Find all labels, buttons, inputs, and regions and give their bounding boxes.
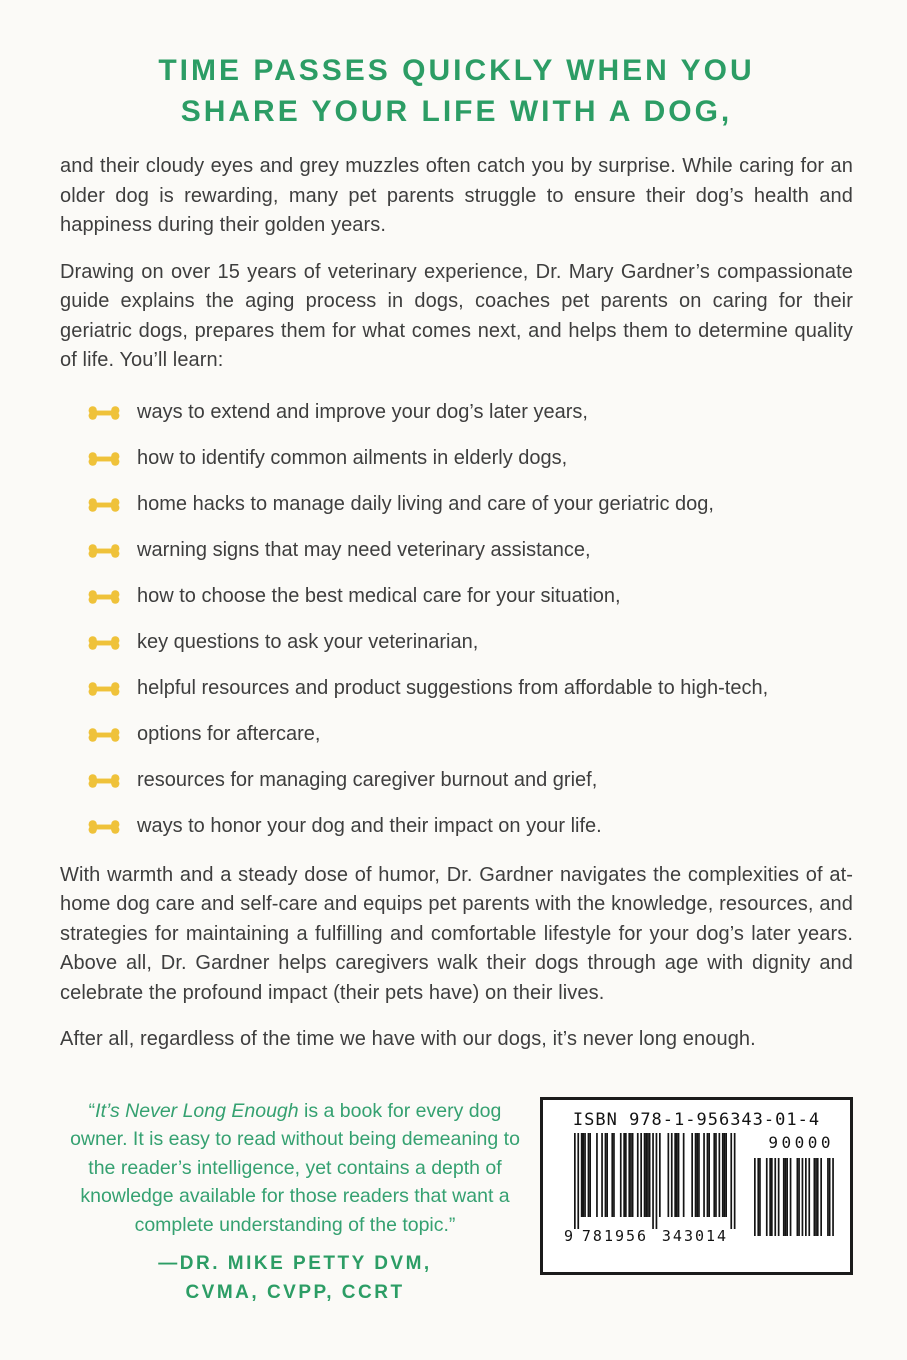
headline-line2: SHARE YOUR LIFE WITH A DOG, [180, 95, 733, 128]
list-item [88, 628, 853, 657]
ean13-bars [561, 1133, 737, 1250]
list-item [88, 444, 853, 473]
quote-body: is a book for every dog owner. It is easy to read without being demeaning to the reader’s intelligence, yet contains a depth of knowledge available for those readers that want a complete understanding of the topic.” [70, 1099, 520, 1236]
endorsement-block [60, 1097, 530, 1308]
guide-paragraph: Drawing on over 15 years of veterinary experience, Dr. Mary Gardner’s compassionate guide explains the aging process in dogs, coaches pet parents on caring for their geriatric dogs, prepares them for what comes next, and helps them to determine quality of life. You’ll learn: [60, 260, 853, 371]
attribution-name: —DR. MIKE PETTY DVM, [158, 1253, 432, 1274]
bone-bullet-icon [88, 405, 120, 421]
endorsement-quote [60, 1097, 530, 1240]
list-item [88, 490, 853, 519]
quote-open: “ [88, 1099, 96, 1122]
list-item [88, 398, 853, 427]
bottom-row [60, 1097, 853, 1308]
body-copy [60, 152, 853, 1055]
ean5-addon-bars [752, 1158, 834, 1241]
bone-bullet-icon [88, 635, 120, 651]
svg-text:343014: 343014 [661, 1226, 729, 1245]
attribution-credentials: CVMA, CVPP, CCRT [185, 1282, 405, 1303]
bone-bullet-icon [88, 497, 120, 513]
isbn-label: ISBN 978-1-956343-01-4 [572, 1109, 821, 1130]
list-item [88, 536, 853, 565]
list-item-label: ways to honor your dog and their impact on your life. [137, 814, 602, 837]
list-item [88, 812, 853, 841]
bone-bullet-icon [88, 681, 120, 697]
list-item [88, 766, 853, 795]
intro-paragraph: and their cloudy eyes and grey muzzles often catch you by surprise. While caring for an older dog is rewarding, many pet parents struggle to ensure their dog’s health and happiness during their golden years. [60, 155, 853, 236]
quote-attribution [60, 1249, 530, 1307]
list-item [88, 582, 853, 611]
bone-bullet-icon [88, 819, 120, 835]
barcode-addon [752, 1133, 834, 1241]
svg-text:781956: 781956 [581, 1226, 649, 1245]
list-item-label: how to identify common ailments in elderly dogs, [137, 446, 568, 469]
list-item-label: how to choose the best medical care for your situation, [137, 584, 621, 607]
book-title-italic: It’s Never Long Enough [95, 1099, 299, 1122]
bone-bullet-icon [88, 589, 120, 605]
price-code: 90000 [768, 1132, 834, 1152]
list-item-label: key questions to ask your veterinarian, [137, 630, 479, 653]
closing-paragraph: With warmth and a steady dose of humor, Dr. Gardner navigates the complexities of at-home dog care and self-care and equips pet parents with the knowledge, resources, and strategies for maintaining a fulfilling and comfortable lifestyle for your dog’s later years. Above all, Dr. Gardner helps caregivers walk their dogs through age with dignity and celebrate the profound impact (their pets have) on their lives. [60, 863, 853, 1004]
barcode [540, 1097, 853, 1275]
list-item [88, 720, 853, 749]
list-item-label: resources for managing caregiver burnout and grief, [137, 768, 598, 791]
headline-line1: TIME PASSES QUICKLY WHEN YOU [158, 54, 755, 87]
final-line: After all, regardless of the time we have with our dogs, it’s never long enough. [60, 1028, 756, 1050]
learnings-list [88, 398, 853, 841]
barcode-bars-row [555, 1133, 838, 1250]
bone-bullet-icon [88, 727, 120, 743]
list-item-label: options for aftercare, [137, 722, 321, 745]
list-item [88, 674, 853, 703]
svg-text:9: 9 [564, 1226, 576, 1245]
bone-bullet-icon [88, 773, 120, 789]
list-item-label: warning signs that may need veterinary assistance, [137, 538, 591, 561]
bone-bullet-icon [88, 451, 120, 467]
bone-bullet-icon [88, 543, 120, 559]
headline [60, 50, 853, 132]
list-item-label: helpful resources and product suggestions from affordable to high-tech, [137, 676, 769, 699]
list-item-label: home hacks to manage daily living and care of your geriatric dog, [137, 492, 714, 515]
list-item-label: ways to extend and improve your dog’s later years, [137, 400, 588, 423]
